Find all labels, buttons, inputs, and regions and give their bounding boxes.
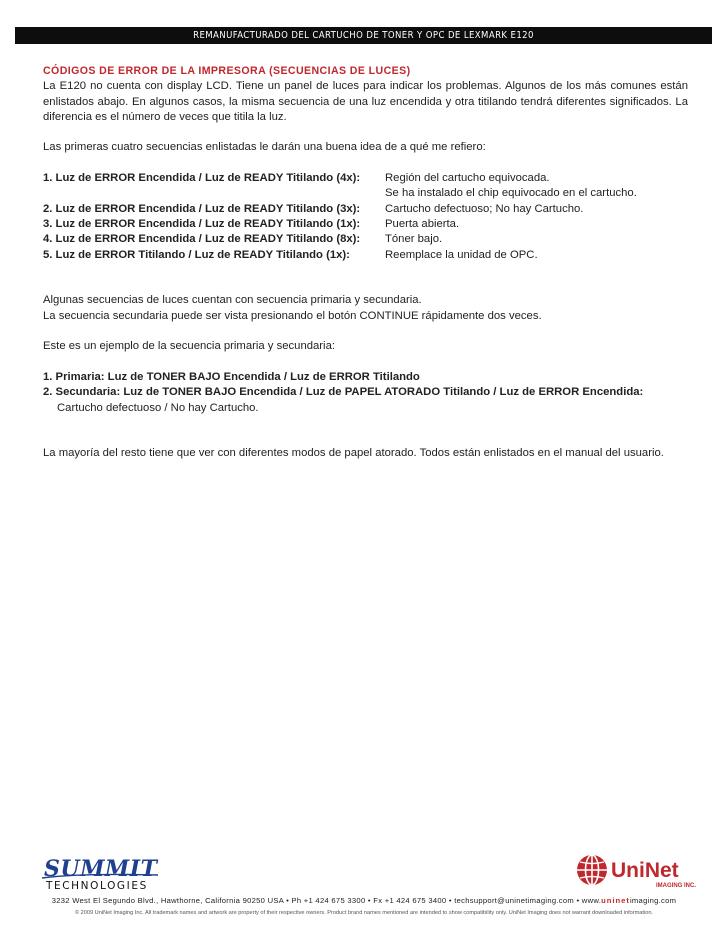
footer-legal: © 2009 UniNet Imaging Inc. All trademark names and artwork are property of their respective owners. Product brand names mentioned are intended to show compatibility only. UniNet Imaging does not warrant downloaded information. bbox=[75, 910, 653, 916]
example-primary: 1. Primaria: Luz de TONER BAJO Encendida / Luz de ERROR Titilando bbox=[43, 370, 420, 383]
sequence-list bbox=[43, 171, 688, 263]
sequence-meaning: Cartucho defectuoso; No hay Cartucho. bbox=[385, 202, 584, 215]
summit-logo-text: SUMMIT bbox=[44, 856, 158, 882]
primary-secondary-line-2: La secuencia secundaria puede ser vista presionando el botón CONTINUE rápidamente dos veces. bbox=[43, 309, 542, 322]
document-body bbox=[43, 64, 688, 462]
uninet-logo-text: UniNet bbox=[611, 859, 679, 882]
sequence-meaning: Tóner bajo. bbox=[385, 233, 443, 246]
lead-paragraph: Las primeras cuatro secuencias enlistadas le darán una buena idea de a qué me refiero: bbox=[43, 141, 486, 154]
intro-paragraph: La E120 no cuenta con display LCD. Tiene un panel de luces para indicar los problemas. Algunos de los más comunes están enlistados abajo. En algunos casos, la misma secuencia de una luz encendida y otra titilando tendrá diferentes significados. La diferencia es el número de veces que titila la luz. bbox=[43, 80, 688, 123]
example-secondary-meaning: Cartucho defectuoso / No hay Cartucho. bbox=[57, 401, 259, 414]
sequence-code: 5. Luz de ERROR Titilando / Luz de READY Titilando (1x): bbox=[43, 248, 350, 261]
sequence-code: 3. Luz de ERROR Encendida / Luz de READY Titilando (1x): bbox=[43, 217, 361, 230]
list-item bbox=[43, 202, 688, 217]
footer-brand: uninet bbox=[601, 896, 630, 905]
sequence-code: 1. Luz de ERROR Encendida / Luz de READY Titilando (4x): bbox=[43, 172, 361, 185]
header-title: REMANUFACTURADO DEL CARTUCHO DE TONER Y OPC DE LEXMARK E120 bbox=[193, 30, 534, 41]
sequence-code bbox=[43, 186, 385, 201]
section-title: CÓDIGOS DE ERROR DE LA IMPRESORA (SECUENCIAS DE LUCES) bbox=[43, 65, 411, 77]
list-item bbox=[43, 232, 688, 247]
footer-address-text: 3232 West El Segundo Blvd., Hawthorne, California 90250 USA • Ph +1 424 675 3300 • Fx +1 424 675 3400 • techsupport@uninetimaging.com • www. bbox=[51, 896, 602, 905]
list-item bbox=[43, 171, 688, 186]
sequence-meaning: Puerta abierta. bbox=[385, 217, 460, 230]
sequence-meaning: Reemplace la unidad de OPC. bbox=[385, 248, 538, 261]
sequence-code: 2. Luz de ERROR Encendida / Luz de READY Titilando (3x): bbox=[43, 202, 361, 215]
footer-address bbox=[0, 896, 728, 905]
summit-technologies-logo bbox=[40, 856, 162, 892]
uninet-imaging-text: IMAGING INC. bbox=[656, 883, 696, 889]
example-lead: Este es un ejemplo de la secuencia primaria y secundaria: bbox=[43, 340, 335, 353]
sequence-meaning: Región del cartucho equivocada. bbox=[385, 172, 550, 185]
primary-secondary-line-1: Algunas secuencias de luces cuentan con secuencia primaria y secundaria. bbox=[43, 294, 422, 307]
technologies-logo-text: TECHNOLOGIES bbox=[46, 880, 148, 892]
example-secondary: 2. Secundaria: Luz de TONER BAJO Encendida / Luz de PAPEL ATORADO Titilando / Luz de ERROR Encendida: bbox=[43, 386, 644, 399]
list-item bbox=[43, 186, 688, 201]
list-item bbox=[43, 248, 688, 263]
globe-icon bbox=[577, 855, 607, 885]
closing-paragraph: La mayoría del resto tiene que ver con diferentes modos de papel atorado. Todos están enlistados en el manual del usuario. bbox=[43, 447, 664, 460]
header-title-bar bbox=[15, 27, 712, 44]
list-item bbox=[43, 217, 688, 232]
sequence-meaning: Se ha instalado el chip equivocado en el cartucho. bbox=[385, 187, 637, 200]
sequence-code: 4. Luz de ERROR Encendida / Luz de READY Titilando (8x): bbox=[43, 233, 361, 246]
footer-domain: imaging.com bbox=[629, 896, 677, 905]
uninet-logo bbox=[574, 850, 702, 892]
